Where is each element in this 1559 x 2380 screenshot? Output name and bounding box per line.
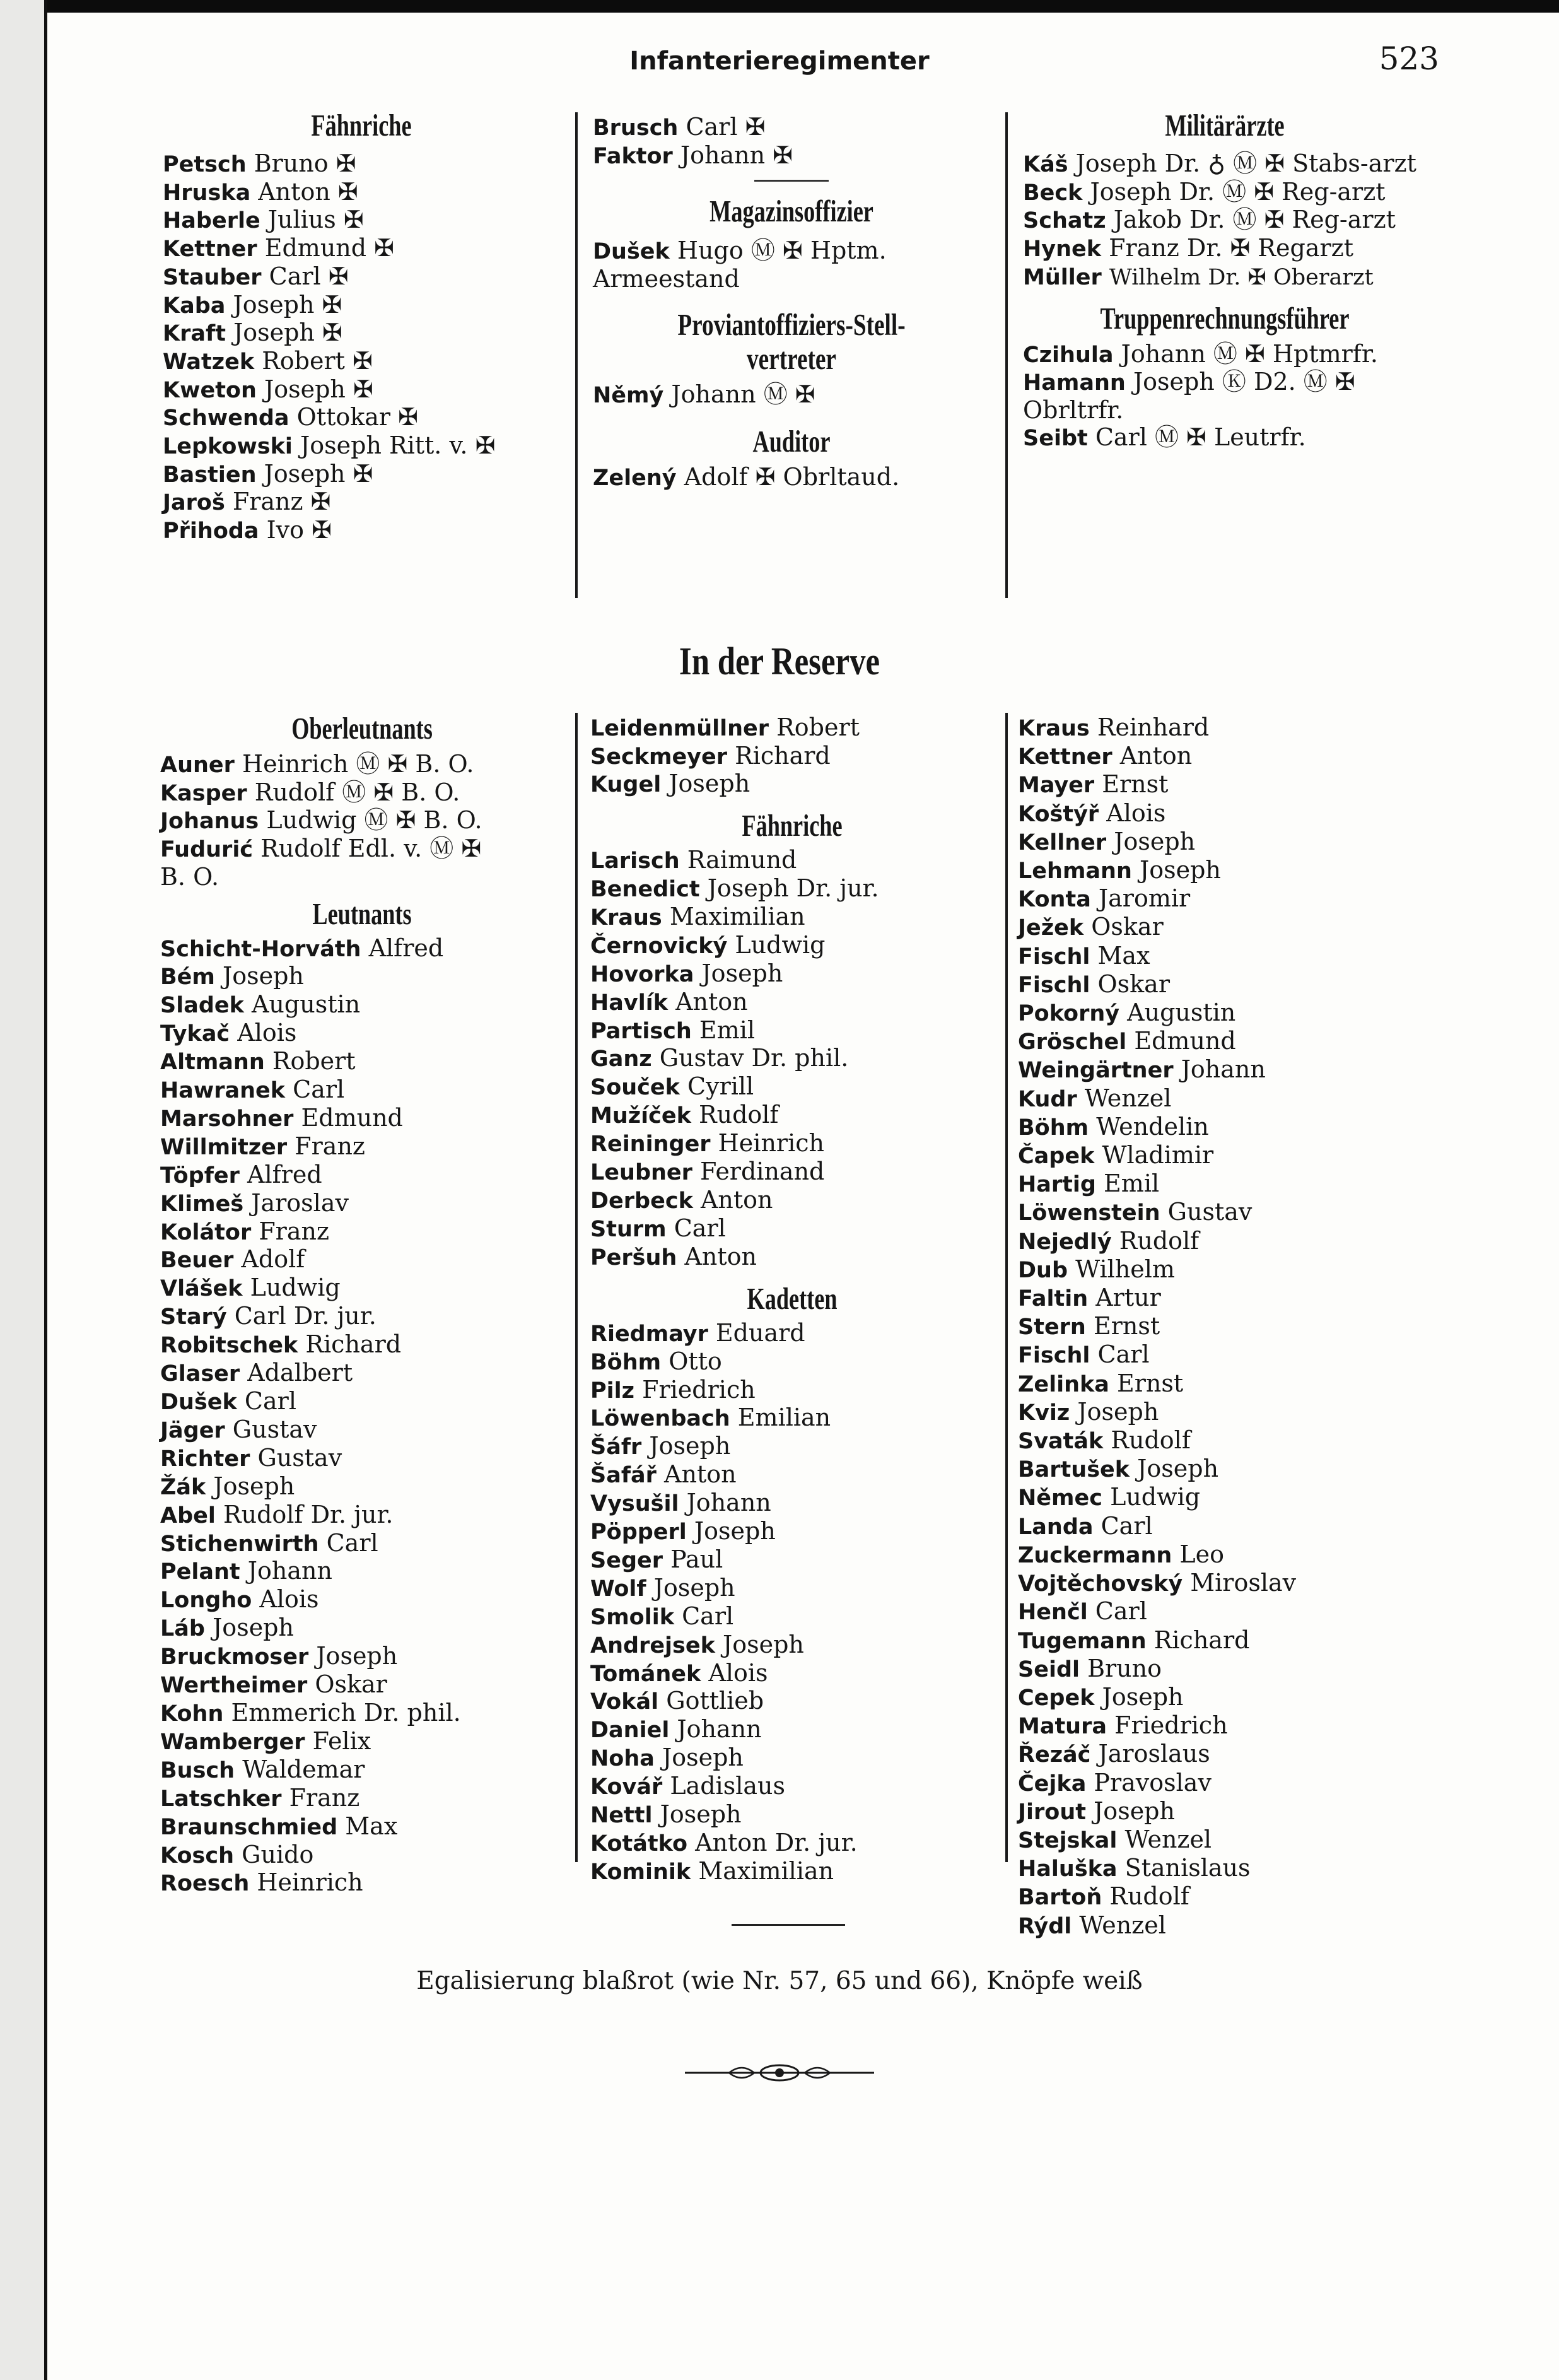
- list-item: Benedict Joseph Dr. jur.: [590, 874, 879, 903]
- list-item: Kraus Maximilian: [590, 902, 805, 930]
- list-item: Zelený Adolf ✠ Obrltaud.: [593, 462, 900, 491]
- list-item: Kovář Ladislaus: [590, 1772, 785, 1800]
- list-item: Longho Alois: [160, 1585, 319, 1614]
- list-item: Káš Joseph Dr. ♁ Ⓜ ✠ Stabs-arzt: [1023, 149, 1416, 177]
- list-item: Bruckmoser Joseph: [160, 1642, 398, 1670]
- list-item: Tugemann Richard: [1018, 1626, 1250, 1654]
- list-item: Beck Joseph Dr. Ⓜ ✠ Reg-arzt: [1023, 177, 1386, 206]
- list-item: Altmann Robert: [160, 1047, 356, 1076]
- section-title-oberleutnants: Oberleutnants: [291, 711, 433, 746]
- list-item: Tománek Alois: [590, 1658, 768, 1687]
- list-item: Fudurić Rudolf Edl. v. Ⓜ ✠ B. O.: [160, 835, 482, 891]
- list-item: Kominik Maximilian: [590, 1856, 834, 1885]
- list-item: Petsch Bruno ✠: [163, 149, 356, 177]
- list-item: Dušek Hugo Ⓜ ✠ Hptm. Armeestand: [593, 237, 887, 293]
- list-item: Abel Rudolf Dr. jur.: [160, 1500, 394, 1528]
- list-item: Kugel Joseph: [590, 770, 750, 798]
- list-item: Czihula Johann Ⓜ ✠ Hptmrfr.: [1023, 339, 1378, 368]
- list-item: Henčl Carl: [1018, 1597, 1147, 1626]
- list-item: Starý Carl Dr. jur.: [160, 1302, 377, 1330]
- list-item: Nettl Joseph: [590, 1800, 742, 1829]
- list-item: Schwenda Ottokar ✠: [163, 403, 418, 431]
- reserve-column-2: [590, 714, 994, 1886]
- list-item: Cepek Joseph: [1018, 1682, 1184, 1711]
- reserve-heading: In der Reserve: [679, 640, 880, 683]
- reserve-column-3: [1018, 714, 1434, 1940]
- list-item: Kettner Edmund ✠: [163, 234, 395, 262]
- list-item: Wamberger Felix: [160, 1726, 371, 1755]
- list-item: Kraft Joseph ✠: [163, 319, 342, 347]
- list-item: Noha Joseph: [590, 1744, 744, 1772]
- list-item: Löwenbach Emilian: [590, 1404, 831, 1432]
- list-item: Seibt Carl Ⓜ ✠ Leutrfr.: [1023, 423, 1306, 451]
- list-item: Jirout Joseph: [1018, 1797, 1175, 1825]
- list-item: Hawranek Carl: [160, 1076, 345, 1104]
- section-title-faehnriche: Fähnriche: [311, 108, 412, 143]
- list-item: Wolf Joseph: [590, 1573, 735, 1602]
- list-item: Derbeck Anton: [590, 1185, 773, 1214]
- list-item: Hartig Emil: [1018, 1169, 1160, 1198]
- list-item: Smolik Carl: [590, 1602, 734, 1630]
- ornament-flourish-icon: [685, 2061, 874, 2084]
- list-item: Pelant Johann: [160, 1557, 332, 1585]
- list-item: Schicht-Horváth Alfred: [160, 934, 444, 962]
- list-item: Leidenmüllner Robert: [590, 713, 860, 741]
- list-item: Bartušek Joseph: [1018, 1455, 1219, 1483]
- list-item: Watzek Robert ✠: [163, 346, 373, 375]
- section-title-leutnants: Leutnants: [312, 896, 412, 931]
- list-item: Roesch Heinrich: [160, 1868, 363, 1897]
- list-item: Auner Heinrich Ⓜ ✠ B. O.: [160, 750, 474, 778]
- page-number: 523: [1379, 40, 1439, 77]
- list-item: Přihoda Ivo ✠: [163, 516, 332, 544]
- list-item: Pokorný Augustin: [1018, 999, 1236, 1027]
- list-item: Peršuh Anton: [590, 1242, 757, 1270]
- scan-edge-left: [0, 0, 45, 2380]
- list-item: Dušek Carl: [160, 1387, 296, 1416]
- list-item: Kasper Rudolf Ⓜ ✠ B. O.: [160, 778, 460, 806]
- list-item: Braunschmied Max: [160, 1812, 398, 1840]
- list-item: Láb Joseph: [160, 1614, 294, 1642]
- section-rule: [754, 180, 829, 182]
- list-item: Černovický Ludwig: [590, 930, 826, 959]
- list-item: Bém Joseph: [160, 962, 304, 990]
- list-item: Löwenstein Gustav: [1018, 1198, 1252, 1226]
- section-title-proviant: Proviantoffiziers-Stell-vertreter: [677, 307, 906, 376]
- list-item: Zuckermann Leo: [1018, 1540, 1225, 1568]
- list-item: Marsohner Edmund: [160, 1103, 403, 1132]
- list-item: Vysušil Johann: [590, 1489, 771, 1517]
- list-item: Wertheimer Oskar: [160, 1670, 387, 1699]
- active-column-3: [1023, 108, 1427, 452]
- section-title-auditor: Auditor: [752, 423, 831, 459]
- list-item: Schatz Jakob Dr. Ⓜ ✠ Reg-arzt: [1023, 206, 1396, 234]
- list-item: Jäger Gustav: [160, 1415, 317, 1443]
- list-item: Faktor Johann ✠: [593, 141, 793, 169]
- section-title-truppenrechnung: Truppenrechnungsführer: [1100, 300, 1350, 336]
- list-item: Řezáč Jaroslaus: [1018, 1740, 1210, 1768]
- column-divider-4: [1005, 713, 1008, 1862]
- list-item: Jaroš Franz ✠: [163, 488, 331, 516]
- list-item: Stejskal Wenzel: [1018, 1825, 1212, 1853]
- list-item: Richter Gustav: [160, 1443, 342, 1472]
- scan-edge-top: [0, 0, 1559, 13]
- list-item: Konta Jaromir: [1018, 884, 1191, 913]
- list-item: Hamann Joseph Ⓚ D2. Ⓜ ✠ Obrltrfr.: [1023, 368, 1355, 424]
- list-item: Matura Friedrich: [1018, 1711, 1228, 1740]
- column-divider-3: [575, 713, 578, 1862]
- list-item: Bartoň Rudolf: [1018, 1882, 1189, 1911]
- list-item: Rýdl Wenzel: [1018, 1911, 1166, 1939]
- list-item: Stichenwirth Carl: [160, 1528, 378, 1557]
- list-item: Kraus Reinhard: [1018, 713, 1210, 741]
- list-item: Böhm Otto: [590, 1347, 722, 1375]
- section-title-kadetten: Kadetten: [747, 1281, 838, 1316]
- list-item: Partisch Emil: [590, 1016, 756, 1044]
- list-item: Seckmeyer Richard: [590, 741, 831, 770]
- list-item: Faltin Artur: [1018, 1284, 1161, 1312]
- list-item: Kaba Joseph ✠: [163, 290, 342, 319]
- list-item: Vlášek Ludwig: [160, 1274, 341, 1302]
- list-item: Busch Waldemar: [160, 1755, 365, 1783]
- list-item: Koštýř Alois: [1018, 799, 1166, 827]
- list-item: Mayer Ernst: [1018, 770, 1169, 799]
- running-title: Infanterieregimenter: [629, 47, 930, 76]
- list-item: Johanus Ludwig Ⓜ ✠ B. O.: [160, 806, 482, 835]
- list-item: Tykač Alois: [160, 1019, 297, 1047]
- section-title-res-faehnriche: Fähnriche: [742, 808, 843, 843]
- list-item: Kotátko Anton Dr. jur.: [590, 1829, 858, 1857]
- list-item: Landa Carl: [1018, 1511, 1153, 1540]
- list-item: Kettner Anton: [1018, 742, 1193, 770]
- list-item: Pilz Friedrich: [590, 1375, 756, 1404]
- section-title-magazinsoffizier: Magazinsoffizier: [709, 194, 873, 229]
- list-item: Daniel Johann: [590, 1715, 762, 1744]
- list-item: Vojtěchovský Miroslav: [1018, 1569, 1297, 1597]
- list-item: Sladek Augustin: [160, 990, 361, 1019]
- column-divider-1: [575, 112, 578, 598]
- list-item: Larisch Raimund: [590, 846, 797, 874]
- list-item: Brusch Carl ✠: [593, 113, 766, 141]
- scan-binding-line: [44, 0, 47, 2380]
- list-item: Kviz Joseph: [1018, 1397, 1159, 1426]
- list-item: Robitschek Richard: [160, 1330, 402, 1359]
- list-item: Gröschel Edmund: [1018, 1027, 1236, 1055]
- list-item: Willmitzer Franz: [160, 1132, 365, 1160]
- list-item: Seger Paul: [590, 1545, 723, 1573]
- list-item: Fischl Carl: [1018, 1340, 1150, 1369]
- list-item: Dub Wilhelm: [1018, 1255, 1175, 1283]
- list-item: Svaták Rudolf: [1018, 1426, 1191, 1455]
- list-item: Vokál Gottlieb: [590, 1687, 764, 1715]
- list-item: Němý Johann Ⓜ ✠: [593, 380, 815, 408]
- active-column-2: [593, 114, 990, 491]
- column-divider-2: [1005, 112, 1008, 598]
- list-item: Kellner Joseph: [1018, 827, 1196, 855]
- list-item: Zelinka Ernst: [1018, 1369, 1184, 1397]
- list-item: Latschker Franz: [160, 1783, 360, 1812]
- list-item: Kudr Wenzel: [1018, 1084, 1172, 1112]
- list-item: Riedmayr Eduard: [590, 1318, 805, 1347]
- list-item: Stern Ernst: [1018, 1312, 1160, 1340]
- list-item: Weingärtner Johann: [1018, 1055, 1266, 1084]
- list-item: Kolátor Franz: [160, 1217, 329, 1245]
- list-item: Töpfer Alfred: [160, 1160, 322, 1188]
- list-item: Šafář Anton: [590, 1460, 737, 1489]
- footer-rule: [732, 1924, 845, 1926]
- list-item: Seidl Bruno: [1018, 1654, 1162, 1682]
- section-title-militaeraerzte: Militärärzte: [1165, 108, 1285, 143]
- list-item: Kweton Joseph ✠: [163, 375, 373, 403]
- list-item: Havlík Anton: [590, 987, 748, 1016]
- list-item: Stauber Carl ✠: [163, 262, 349, 290]
- list-item: Kosch Guido: [160, 1840, 314, 1868]
- list-item: Fischl Max: [1018, 941, 1150, 970]
- list-item: Pöpperl Joseph: [590, 1517, 776, 1545]
- list-item: Žák Joseph: [160, 1472, 295, 1500]
- list-item: Ganz Gustav Dr. phil.: [590, 1044, 849, 1072]
- list-item: Čejka Pravoslav: [1018, 1768, 1212, 1797]
- list-item: Čapek Wladimir: [1018, 1141, 1214, 1169]
- list-item: Haluška Stanislaus: [1018, 1854, 1251, 1882]
- list-item: Andrejsek Joseph: [590, 1630, 804, 1658]
- list-item: Lehmann Joseph: [1018, 856, 1221, 884]
- list-item: Reininger Heinrich: [590, 1129, 824, 1158]
- list-item: Haberle Julius ✠: [163, 206, 364, 234]
- list-item: Souček Cyrill: [590, 1072, 754, 1101]
- list-item: Hruska Anton ✠: [163, 177, 358, 206]
- list-item: Klimeš Jaroslav: [160, 1188, 349, 1217]
- list-item: Hovorka Joseph: [590, 959, 783, 987]
- list-item: Fischl Oskar: [1018, 970, 1171, 998]
- list-item: Šáfr Joseph: [590, 1432, 731, 1460]
- list-item: Kohn Emmerich Dr. phil.: [160, 1698, 461, 1726]
- list-item: Lepkowski Joseph Ritt. v. ✠: [163, 431, 496, 460]
- list-item: Müller Wilhelm Dr. ✠ Oberarzt: [1023, 264, 1374, 290]
- list-item: Nejedlý Rudolf: [1018, 1226, 1200, 1255]
- list-item: Bastien Joseph ✠: [163, 459, 373, 488]
- list-item: Němec Ludwig: [1018, 1483, 1201, 1511]
- list-item: Sturm Carl: [590, 1214, 726, 1242]
- list-item: Mužíček Rudolf: [590, 1101, 779, 1129]
- list-item: Leubner Ferdinand: [590, 1158, 825, 1186]
- list-item: Hynek Franz Dr. ✠ Regarzt: [1023, 234, 1353, 262]
- footer-note: Egalisierung blaßrot (wie Nr. 57, 65 und 66), Knöpfe weiß: [416, 1967, 1143, 1995]
- reserve-column-1: [160, 712, 564, 1897]
- list-item: Glaser Adalbert: [160, 1359, 353, 1387]
- active-column-1: [163, 108, 560, 545]
- list-item: Ježek Oskar: [1018, 913, 1164, 941]
- list-item: Beuer Adolf: [160, 1245, 305, 1274]
- list-item: Böhm Wendelin: [1018, 1112, 1209, 1140]
